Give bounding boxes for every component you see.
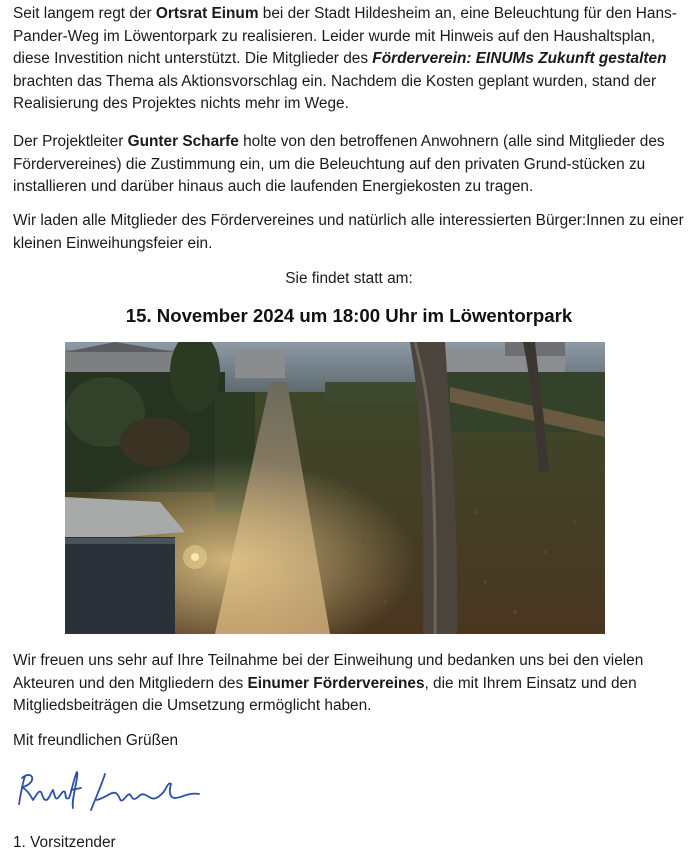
event-headline: 15. November 2024 um 18:00 Uhr im Löwentorpark — [125, 305, 573, 326]
event-intro-line: Sie findet statt am: — [285, 270, 413, 287]
text-run: Der Projektleiter — [13, 133, 128, 150]
text-run: , die mit Ihrem Einsatz und den Mitgliedsbeiträgen die Umsetzung ermöglicht haben. — [13, 674, 637, 714]
ortsrat-name: Ortsrat Einum — [155, 5, 259, 22]
paragraph-project-lead — [13, 131, 685, 199]
text-run: holte von den betroffenen Anwohnern (alle sind Mitglieder des Fördervereines) die Zustimmung ein, um die Beleuchtung auf den privaten Grund-stücken zu installieren und darüber hinaus auch die laufenden Energiekosten zu tragen. — [13, 133, 665, 195]
verein-name: Einumer Fördervereines — [247, 674, 425, 692]
text-run: brachten das Thema als Aktionsvorschlag ein. Nachdem die Kosten geplant wurden, stand der Realisierung des Projektes nichts mehr im Wege. — [13, 72, 657, 112]
text-run: bei der Stadt Hildesheim an, eine Beleuchtung für den Hans-Pander-Weg im Löwentorpark zu realisieren. Leider wurde mit Hinweis auf den Haushaltsplan, diese Investition nicht unterstützt. Die Mitglieder des — [13, 5, 677, 67]
paragraph-thanks — [13, 650, 685, 718]
park-path-photo — [65, 342, 605, 634]
paragraph-invitation: Wir laden alle Mitglieder des Fördervereines und natürlich alle interessierten Bürger:Innen zu einer kleinen Einweihungsfeier ein. — [13, 212, 684, 252]
project-lead-name: Gunter Scharfe — [127, 133, 239, 150]
greeting: Mit freundlichen Grüßen — [13, 732, 179, 749]
photo-illustration — [65, 342, 605, 634]
foerderverein-name: Förderverein: EINUMs Zukunft gestalten — [372, 50, 667, 67]
paragraph-intro — [13, 3, 685, 116]
signatory-role: 1. Vorsitzender — [13, 834, 116, 851]
text-run: Wir freuen uns sehr auf Ihre Teilnahme bei der Einweihung und bedanken uns bei den vielen Akteuren und den Mitgliedern des — [13, 652, 644, 692]
signature-image — [13, 760, 213, 820]
text-run: Seit langem regt der — [13, 5, 156, 22]
